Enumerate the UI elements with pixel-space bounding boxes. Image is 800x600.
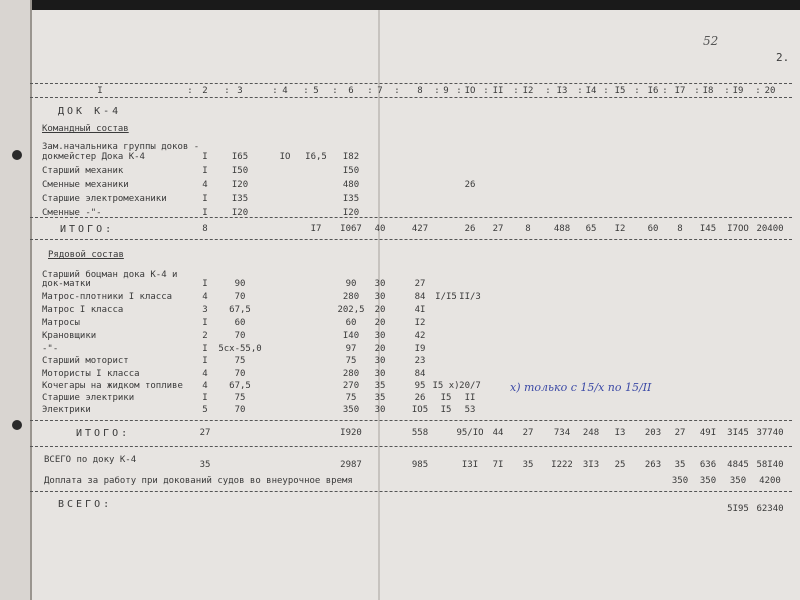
header-col-16: I6 [647, 86, 659, 96]
overtime-label: Доплата за работу при докований судов во внеурочное время [44, 476, 353, 486]
command-staff-heading: Командный состав [42, 124, 129, 134]
rank-row-col-3: 60 [234, 318, 246, 328]
command-row-col-6: I82 [342, 152, 360, 162]
staff-position-cont: докмейстер Дока К-4 [42, 152, 145, 162]
overtime-col-18: 350 [699, 476, 717, 486]
rank-row-col-6: 280 [342, 369, 360, 379]
rank-row-col-2: 4 [202, 381, 208, 391]
header-col-7: 7 [377, 86, 383, 96]
command-row-col-6: I20 [342, 208, 360, 218]
itogo-rank-col-14: 248 [582, 428, 600, 438]
handwritten-note: х) только с 15/х по 15/ІІ [510, 381, 652, 394]
rank-row-col-7: 30 [374, 405, 386, 415]
total-dock-col-12: 35 [522, 460, 534, 470]
overtime-col-17: 350 [671, 476, 689, 486]
rank-row-col-9: I/I5 [435, 292, 457, 302]
itogo-command-col-20: 20400 [756, 224, 784, 234]
itogo-command-col-11: 27 [492, 224, 504, 234]
rank-row-col-3: 70 [234, 405, 246, 415]
rank-row-col-10: II [464, 393, 476, 403]
rank-row-col-6: 202,5 [337, 305, 365, 315]
command-row-col-6: 480 [342, 180, 360, 190]
rank-row-col-3: 75 [234, 393, 246, 403]
header-separator: : [367, 86, 373, 96]
itogo-command-col-8: 427 [411, 224, 429, 234]
header-col-19: I9 [732, 86, 744, 96]
total-dock-col-14: 3I3 [582, 460, 600, 470]
itogo-command-col-14: 65 [585, 224, 597, 234]
total-dock-col-19: 4845 [727, 460, 749, 470]
rank-row-col-7: 35 [374, 381, 386, 391]
rank-row-col-8: 84 [414, 369, 426, 379]
staff-position: Матросы [42, 318, 80, 328]
rank-row-col-10: 53 [464, 405, 476, 415]
total-dock-col-17: 35 [674, 460, 686, 470]
staff-position: Старший механик [42, 166, 124, 176]
header-separator: : [332, 86, 338, 96]
rank-row-col-3: 70 [234, 331, 246, 341]
rank-row-col-2: 2 [202, 331, 208, 341]
rank-row-col-2: 4 [202, 292, 208, 302]
rank-row-col-8: 4I [414, 305, 426, 315]
grand-total-label: ВСЕГО: [58, 499, 113, 510]
rank-row-col-7: 30 [374, 292, 386, 302]
rank-row-col-8: 42 [414, 331, 426, 341]
rank-row-col-6: I40 [342, 331, 360, 341]
itogo-command-col-13: 488 [553, 224, 571, 234]
rank-row-col-3: 67,5 [229, 305, 251, 315]
staff-position: Крановщики [42, 331, 97, 341]
overtime-col-19: 350 [729, 476, 747, 486]
itogo-rank-col-13: 734 [553, 428, 571, 438]
itogo-command-col-15: I2 [614, 224, 626, 234]
page-number: 2. [776, 51, 790, 64]
rank-row-col-6: 90 [345, 279, 357, 289]
header-separator: : [513, 86, 519, 96]
rank-row-col-2: I [202, 393, 208, 403]
rank-row-col-7: 30 [374, 331, 386, 341]
rank-row-col-7: 20 [374, 305, 386, 315]
previous-page-edge [0, 0, 30, 600]
archive-number: 52 [703, 34, 719, 48]
command-row-col-4: IO [279, 152, 291, 162]
rank-row-col-6: 270 [342, 381, 360, 391]
rank-row-col-7: 20 [374, 318, 386, 328]
itogo-rank-col-20: 37740 [756, 428, 784, 438]
rank-row-col-6: 280 [342, 292, 360, 302]
staff-position: -"- [42, 344, 59, 354]
subtotal-top-line [30, 217, 792, 218]
total-dock-col-8: 985 [411, 460, 429, 470]
header-col-13: I3 [556, 86, 568, 96]
header-separator: : [634, 86, 640, 96]
itogo-rank-col-11: 44 [492, 428, 504, 438]
rank-row-col-10: II/3 [459, 292, 481, 302]
header-separator: : [272, 86, 278, 96]
rank-subtotal-top-line [30, 420, 792, 421]
staff-position: Зам.начальника группы доков - [42, 142, 200, 152]
header-col-3: 3 [237, 86, 243, 96]
total-dock-col-10: I3I [461, 460, 479, 470]
total-dock-label: ВСЕГО по доку К-4 [44, 455, 137, 465]
header-separator: : [456, 86, 462, 96]
itogo-rank-col-17: 27 [674, 428, 686, 438]
header-separator: : [603, 86, 609, 96]
header-separator: : [394, 86, 400, 96]
rank-row-col-8: 84 [414, 292, 426, 302]
subtotal-bottom-line [30, 239, 792, 240]
itogo-command-label: ИТОГО: [60, 224, 115, 235]
command-row-col-2: I [202, 208, 208, 218]
rank-row-col-2: 4 [202, 369, 208, 379]
itogo-command-col-12: 8 [525, 224, 531, 234]
header-col-4: 4 [282, 86, 288, 96]
itogo-rank-col-6: I920 [340, 428, 362, 438]
total-dock-col-16: 263 [644, 460, 662, 470]
staff-position: Матрос-плотники I класса [42, 292, 173, 302]
rank-subtotal-bottom-line [30, 446, 792, 447]
itogo-rank-col-2: 27 [199, 428, 211, 438]
rank-row-col-6: 75 [345, 393, 357, 403]
command-row-col-3: I20 [231, 208, 249, 218]
itogo-rank-col-15: I3 [614, 428, 626, 438]
header-separator: : [662, 86, 668, 96]
rank-row-col-3: 90 [234, 279, 246, 289]
itogo-rank-col-10: 95/IO [456, 428, 484, 438]
header-bottom-line [30, 97, 792, 98]
itogo-rank-col-8: 558 [411, 428, 429, 438]
staff-position: Матрос I класса [42, 305, 124, 315]
itogo-command-col-10: 26 [464, 224, 476, 234]
rank-row-col-2: I [202, 279, 208, 289]
staff-position-cont: док-матки [42, 279, 91, 289]
header-separator: : [577, 86, 583, 96]
header-separator: : [755, 86, 761, 96]
header-separator: : [545, 86, 551, 96]
header-col-17: I7 [674, 86, 686, 96]
grand-total-top-line [30, 491, 792, 492]
header-col-11: II [492, 86, 504, 96]
rank-row-col-6: 97 [345, 344, 357, 354]
itogo-command-col-19: I7OO [727, 224, 749, 234]
staff-position: Сменные -"- [42, 208, 102, 218]
itogo-command-col-2: 8 [202, 224, 208, 234]
total-dock-col-11: 7I [492, 460, 504, 470]
header-col-20: 20 [764, 86, 776, 96]
rank-row-col-7: 30 [374, 369, 386, 379]
grand-total-col-19: 5I95 [727, 504, 749, 514]
rank-row-col-8: 27 [414, 279, 426, 289]
total-dock-col-2: 35 [199, 460, 211, 470]
rank-row-col-3: 67,5 [229, 381, 251, 391]
rank-row-col-3: 5сх-55,0 [218, 344, 262, 354]
command-row-col-2: I [202, 152, 208, 162]
command-row-col-6: I35 [342, 194, 360, 204]
command-row-col-2: 4 [202, 180, 208, 190]
itogo-command-col-5: I7 [310, 224, 322, 234]
itogo-command-col-18: I45 [699, 224, 717, 234]
header-separator: : [724, 86, 730, 96]
itogo-command-col-6: I067 [340, 224, 362, 234]
staff-position: Старшие электромеханики [42, 194, 167, 204]
rank-row-col-6: 350 [342, 405, 360, 415]
header-separator: : [303, 86, 309, 96]
rank-row-col-2: I [202, 344, 208, 354]
rank-row-col-8: 95 [414, 381, 426, 391]
rank-row-col-8: 23 [414, 356, 426, 366]
rank-row-col-10: 20/7 [459, 381, 481, 391]
total-dock-col-18: 636 [699, 460, 717, 470]
command-row-col-10: 26 [464, 180, 476, 190]
header-separator: : [434, 86, 440, 96]
rank-row-col-8: IO5 [411, 405, 429, 415]
rank-row-col-2: I [202, 356, 208, 366]
rank-row-col-2: 3 [202, 305, 208, 315]
header-col-12: I2 [522, 86, 534, 96]
rank-row-col-8: I9 [414, 344, 426, 354]
rank-row-col-7: 30 [374, 356, 386, 366]
total-dock-col-13: I222 [551, 460, 573, 470]
rank-row-col-2: 5 [202, 405, 208, 415]
rank-row-col-7: 35 [374, 393, 386, 403]
header-col-8: 8 [417, 86, 423, 96]
header-col-15: I5 [614, 86, 626, 96]
rank-row-col-9: I5 [440, 405, 452, 415]
header-col-14: I4 [585, 86, 597, 96]
total-dock-col-20: 58I40 [756, 460, 784, 470]
header-col-1: I [97, 86, 103, 96]
rank-row-col-3: 75 [234, 356, 246, 366]
page-edge-shadow [30, 0, 32, 600]
rank-row-col-8: 26 [414, 393, 426, 403]
rank-row-col-3: 70 [234, 369, 246, 379]
staff-position: Старший моторист [42, 356, 129, 366]
rank-row-col-6: 75 [345, 356, 357, 366]
rank-staff-heading: Рядовой состав [48, 250, 124, 260]
itogo-command-col-7: 40 [374, 224, 386, 234]
total-dock-col-15: 25 [614, 460, 626, 470]
command-row-col-3: I50 [231, 166, 249, 176]
itogo-rank-col-19: 3I45 [727, 428, 749, 438]
total-dock-col-6: 2987 [340, 460, 362, 470]
overtime-col-20: 4200 [759, 476, 781, 486]
staff-position: Мотористы I класса [42, 369, 140, 379]
rank-row-col-8: I2 [414, 318, 426, 328]
itogo-rank-col-16: 203 [644, 428, 662, 438]
staff-position: Кочегары на жидком топливе [42, 381, 183, 391]
command-row-col-3: I35 [231, 194, 249, 204]
header-col-9: 9 [443, 86, 449, 96]
rank-row-col-2: I [202, 318, 208, 328]
rank-row-col-6: 60 [345, 318, 357, 328]
rank-row-col-7: 20 [374, 344, 386, 354]
grand-total-col-20: 62340 [756, 504, 784, 514]
staff-position: Сменные механики [42, 180, 129, 190]
command-row-col-2: I [202, 166, 208, 176]
command-row-col-6: I50 [342, 166, 360, 176]
header-col-6: 6 [348, 86, 354, 96]
header-col-5: 5 [313, 86, 319, 96]
header-separator: : [694, 86, 700, 96]
itogo-rank-col-18: 49I [699, 428, 717, 438]
command-row-col-3: I20 [231, 180, 249, 190]
itogo-rank-label: ИТОГО: [76, 428, 131, 439]
itogo-command-col-16: 60 [647, 224, 659, 234]
rank-row-col-9: I5 [440, 393, 452, 403]
dock-title: ДОК К-4 [58, 106, 122, 117]
rank-row-col-7: 30 [374, 279, 386, 289]
rank-row-col-3: 70 [234, 292, 246, 302]
header-col-2: 2 [202, 86, 208, 96]
rank-row-col-9: I5 х) [432, 381, 460, 391]
header-separator: : [224, 86, 230, 96]
staff-position: Электрики [42, 405, 91, 415]
table-top-line [30, 83, 792, 84]
header-separator: : [483, 86, 489, 96]
command-row-col-3: I65 [231, 152, 249, 162]
staff-position: Старшие электрики [42, 393, 135, 403]
staff-position: Старший боцман дока К-4 и [42, 270, 178, 280]
header-col-18: I8 [702, 86, 714, 96]
header-separator: : [187, 86, 193, 96]
itogo-command-col-17: 8 [677, 224, 683, 234]
itogo-rank-col-12: 27 [522, 428, 534, 438]
command-row-col-5: I6,5 [305, 152, 327, 162]
command-row-col-2: I [202, 194, 208, 204]
header-col-10: IO [464, 86, 476, 96]
